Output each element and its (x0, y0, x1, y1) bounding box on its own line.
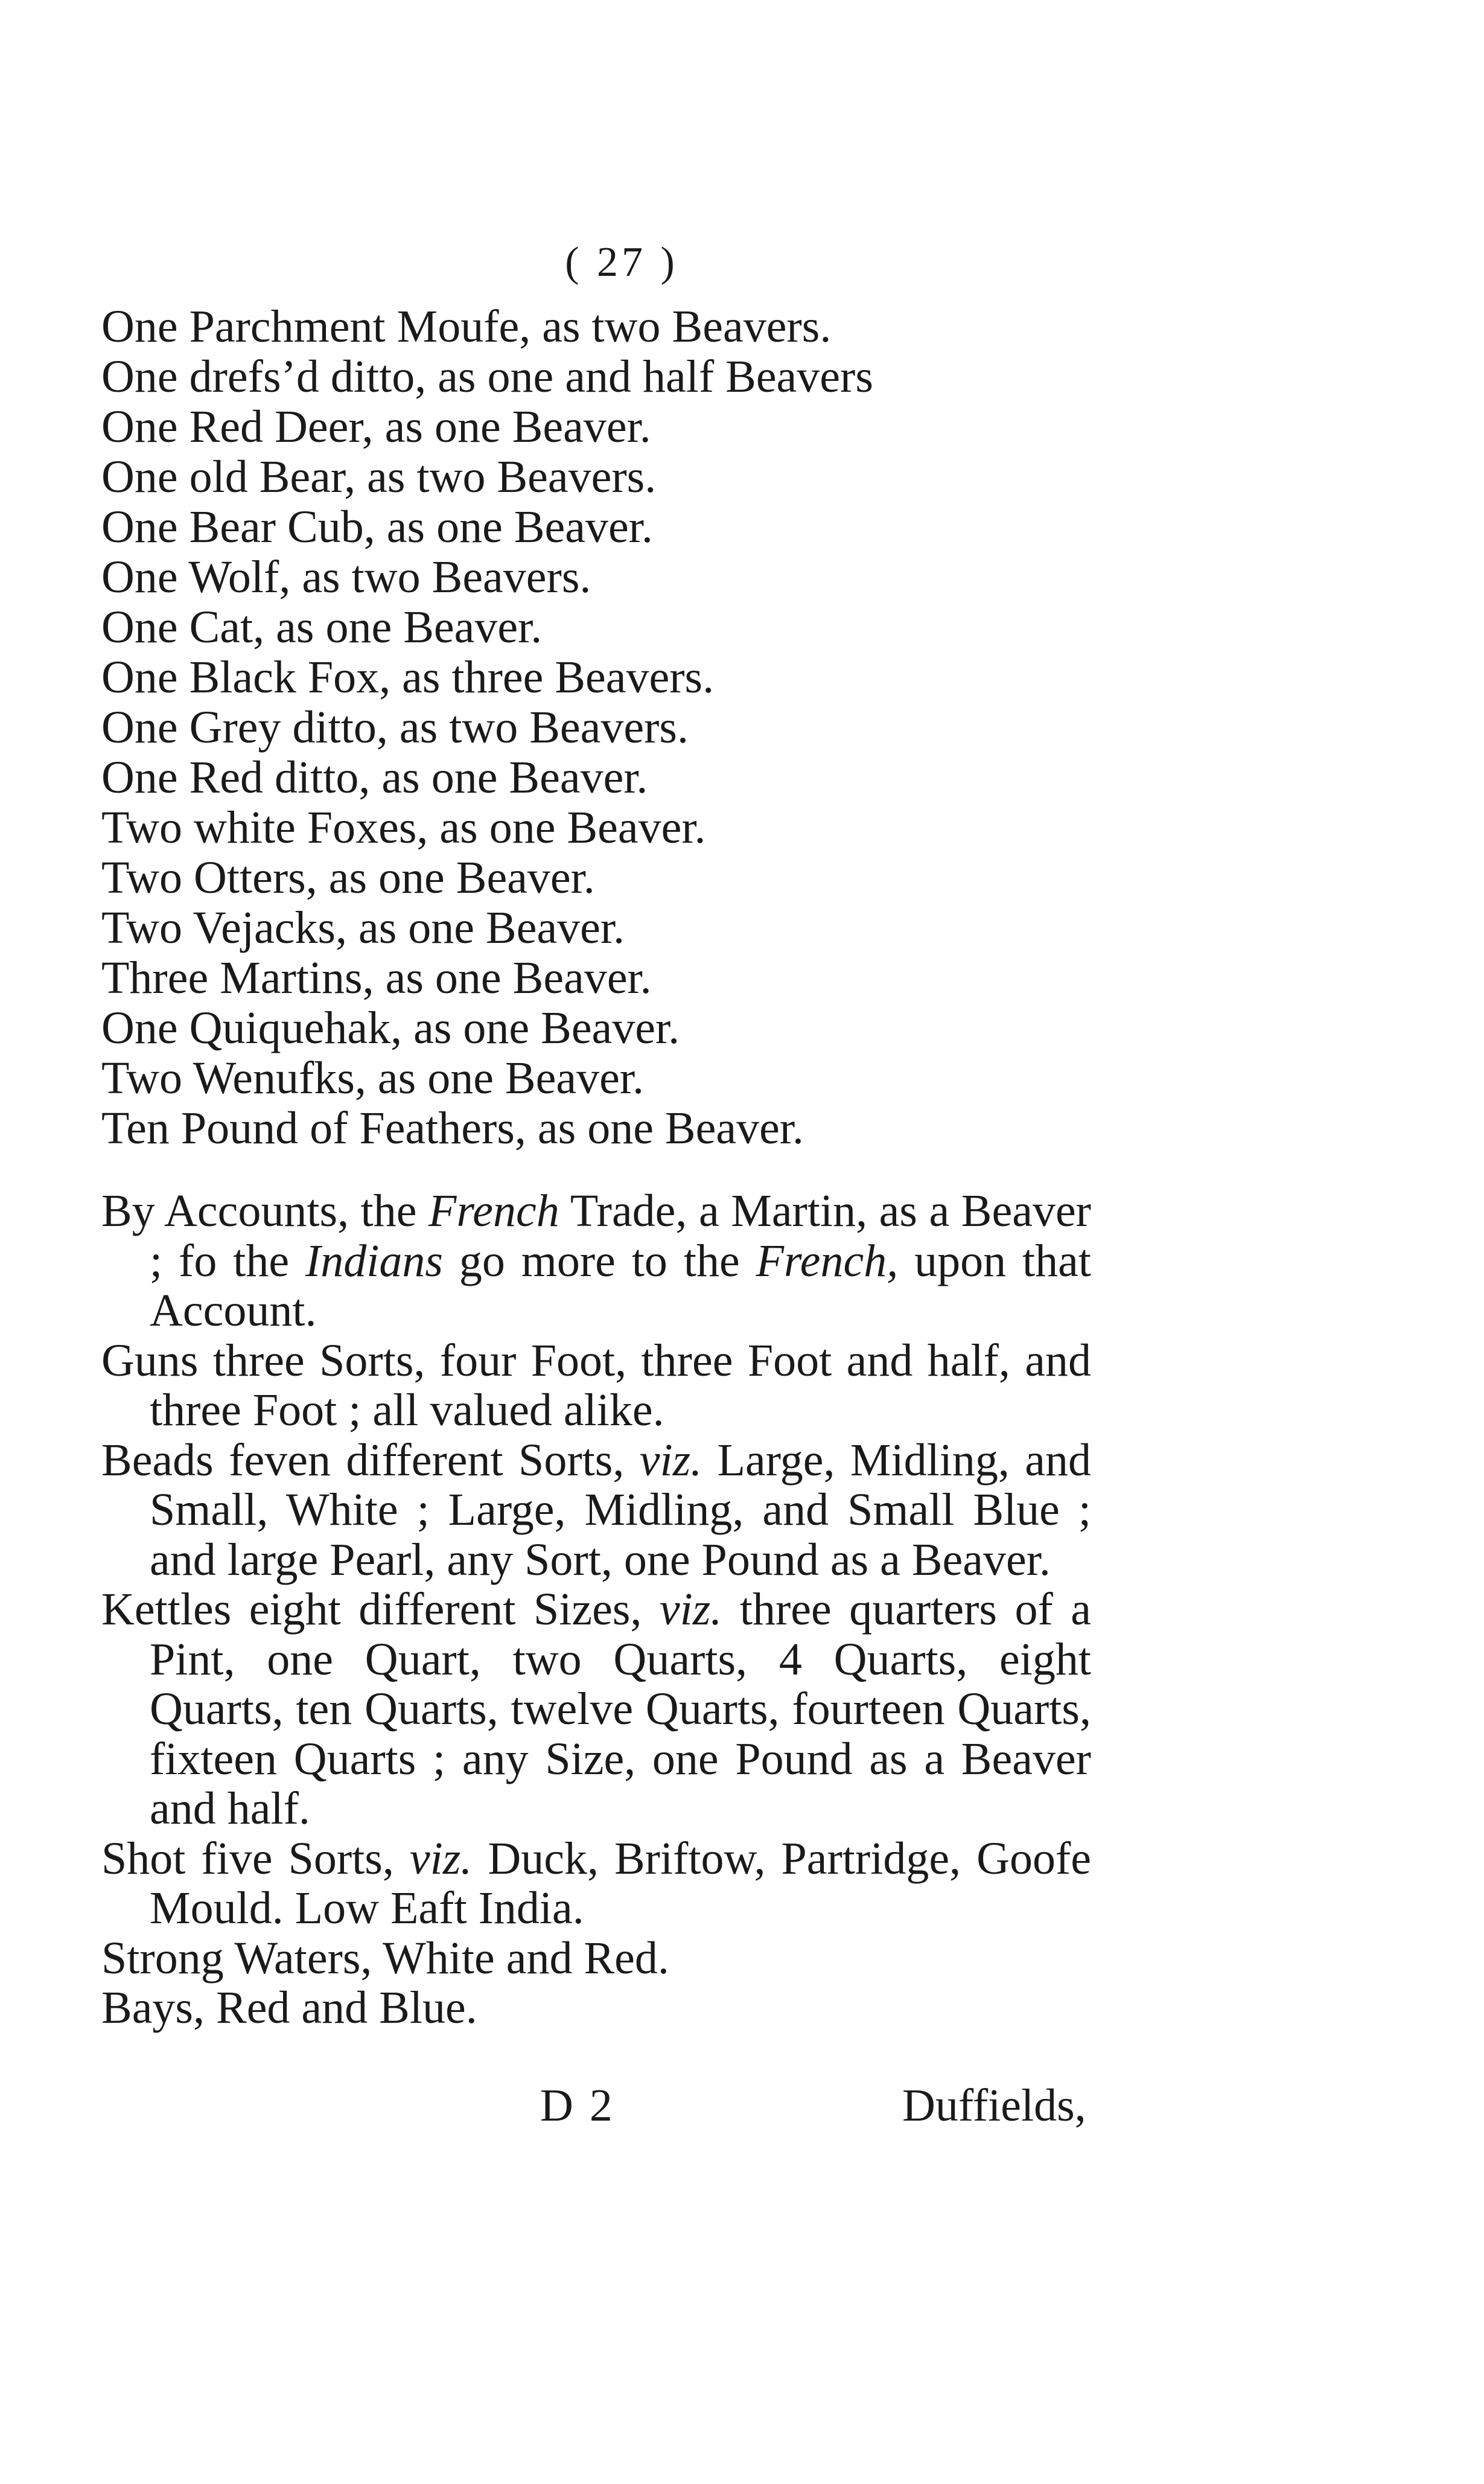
list-item: One Black Fox, as three Beavers. (101, 652, 715, 703)
list-item: Two white Foxes, as one Beaver. (101, 802, 706, 853)
note-kettles: Kettles eight different Sizes, viz. three quarters of a Pint, one Quart, two Quarts, 4 Quarts, eight Quarts, ten Quarts, twelve Quarts, fourteen Quarts, fixteen Quarts ; any Size, one Pound as a Beaver and half. (101, 1584, 1092, 1834)
trade-notes (101, 1186, 1091, 2033)
note-guns: Guns three Sorts, four Foot, three Foot and half, and three Foot ; all valued alike. (101, 1335, 1091, 1435)
note-bays: Bays, Red and Blue. (101, 1982, 477, 2033)
note-shot: Shot five Sorts, viz. Duck, Briftow, Partridge, Goofe Mould. Low Eaft India. (101, 1833, 1091, 1933)
list-item: Ten Pound of Feathers, as one Beaver. (101, 1103, 804, 1154)
note-beads: Beads feven different Sorts, viz. Large, Midling, and Small, White ; Large, Midling, and Small Blue ; and large Pearl, any Sort, one Pound as a Beaver. (101, 1434, 1091, 1585)
list-item: Two Wenufks, as one Beaver. (101, 1053, 644, 1103)
list-item: Two Otters, as one Beaver. (101, 852, 595, 903)
note-strong-waters: Strong Waters, White and Red. (101, 1932, 669, 1984)
catchword: Duffields, (902, 2080, 1086, 2131)
exchange-rate-list (101, 302, 1115, 1154)
list-item: One Quiquehak, as one Beaver. (101, 1003, 680, 1053)
list-item: One Grey ditto, as two Beavers. (101, 702, 689, 753)
list-item: One Bear Cub, as one Beaver. (101, 502, 653, 552)
list-item: One old Bear, as two Beavers. (101, 452, 657, 502)
list-item: One Parchment Moufe, as two Beavers. (101, 301, 832, 352)
list-item: Three Martins, as one Beaver. (101, 953, 652, 1003)
signature-mark: D 2 (540, 2080, 615, 2131)
list-item: One Red Deer, as one Beaver. (101, 401, 651, 452)
page-number: ( 27 ) (565, 239, 678, 286)
note-french-trade: By Accounts, the French Trade, a Martin, as a Beaver ; fo the Indians go more to the French, upon that Account. (101, 1186, 1091, 1336)
list-item: Two Vejacks, as one Beaver. (101, 902, 625, 953)
list-item: One Red ditto, as one Beaver. (101, 752, 648, 803)
list-item: One Cat, as one Beaver. (101, 602, 543, 653)
list-item: One Wolf, as two Beavers. (101, 552, 591, 602)
list-item: One drefs’d ditto, as one and half Beavers (101, 351, 873, 402)
